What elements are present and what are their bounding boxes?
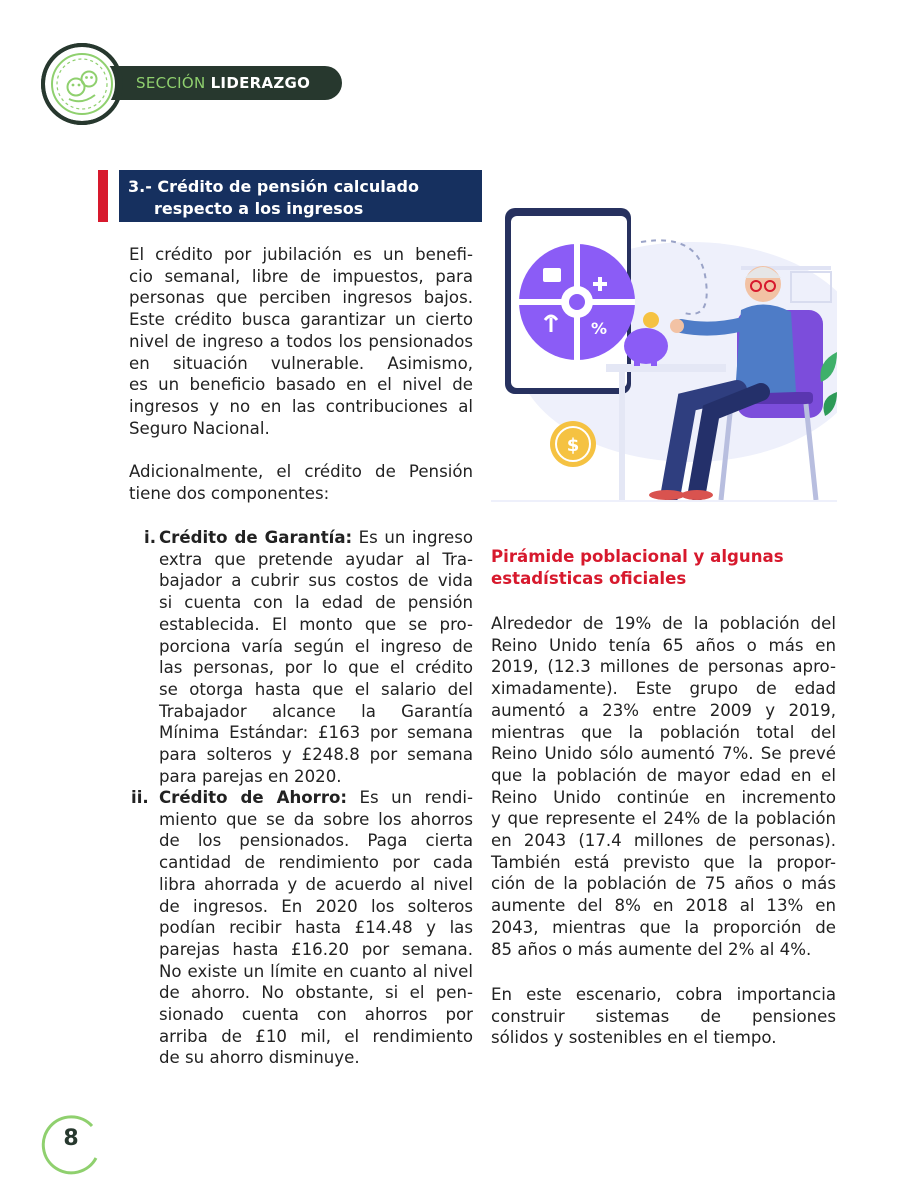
text-line: cantidad de rendimiento por cada (159, 853, 473, 873)
text-line: Seguro Nacional. (129, 418, 270, 438)
text-line: También está previsto que la propor- (491, 852, 836, 872)
text-line: cio semanal, libre de impuestos, para (129, 266, 473, 286)
text-line: sionado cuenta con ahorros por (159, 1005, 473, 1025)
section-logo-ring-icon (40, 42, 124, 126)
text-line: mientras que la población total del (491, 722, 836, 742)
text-line: porciona varía según el ingreso de (159, 636, 473, 656)
text-line: Trabajador alcance la Garantía (159, 701, 473, 721)
section-name: LIDERAZGO (210, 74, 311, 92)
section-heading-line1: 3.- Crédito de pensión calculado (128, 177, 419, 196)
text-line: extra que pretende ayudar al Tra- (159, 549, 473, 569)
text-line: para parejas en 2020. (159, 766, 342, 786)
list-item-title: Crédito de Ahorro: (159, 788, 348, 807)
percent-glyph: % (591, 319, 608, 338)
intro-paragraph (129, 244, 473, 439)
right-title-line1: Pirámide poblacional y algunas (491, 547, 784, 566)
section-word: SECCIÓN (136, 74, 206, 92)
text-line: ximadamente). Este grupo de edad (491, 679, 836, 699)
right-title-line2: estadísticas oficiales (491, 568, 687, 588)
list-marker-1: i. (144, 528, 156, 547)
text-line: personas que perciben ingresos bajos. (129, 288, 473, 308)
text-line: ingresos y no en las contribuciones al (129, 396, 473, 416)
text-line: Alrededor de 19% de la población del (491, 614, 836, 633)
list-item-ahorro (159, 787, 473, 1069)
text-line: en 2043 (17.4 millones de personas). (491, 831, 836, 851)
text-line: No existe un límite en cuanto al nivel (159, 961, 473, 981)
text-line: construir sistemas de pensiones (491, 1006, 836, 1026)
text-line: de ingresos. En 2020 los solteros (159, 896, 473, 916)
right-section-title (491, 546, 784, 589)
text-line: podían recibir hasta £14.48 y las (159, 918, 473, 938)
text-line: 85 años o más aumente del 2% al 4%. (491, 939, 812, 959)
retirement-savings-illustration (491, 202, 837, 502)
text-line: Adicionalmente, el crédito de Pensión (129, 462, 473, 481)
text-line: 2019, (12.3 millones de personas apro- (491, 657, 836, 677)
text-line: se otorga hasta que el salario del (159, 679, 473, 699)
section-label (136, 66, 310, 100)
text-line: sólidos y sostenibles en el tiempo. (491, 1028, 777, 1048)
pie-icon (519, 244, 635, 360)
text-line: El crédito por jubilación es un benefi- (129, 245, 473, 264)
list-item-first-line (159, 787, 473, 809)
text-line: arriba de £10 mil, el rendimiento (159, 1026, 473, 1046)
text-line: bajador a cubrir sus costos de vida (159, 571, 473, 591)
text-line: las personas, por lo que el crédito (159, 658, 473, 678)
text-line: 2043, mientras que la proporción de (491, 917, 836, 937)
text-line: Reino Unido tenía 65 años o más en (491, 635, 836, 655)
text-line: Mínima Estándar: £163 por semana (159, 723, 473, 743)
text-line: si cuenta con la edad de pensión (159, 593, 473, 613)
text-line: miento que se da sobre los ahorros (159, 809, 473, 829)
section-heading-line2: respecto a los ingresos (154, 199, 364, 218)
text-line: En este escenario, cobra importancia (491, 985, 836, 1004)
conclusion-paragraph (491, 984, 836, 1049)
list-item-title: Crédito de Garantía: (159, 528, 353, 547)
text-line: en situación vulnerable. Asimismo, (129, 353, 473, 373)
text-line: ción de la población de 75 años o más (491, 874, 836, 894)
list-item-first-rest: Es un ingreso (352, 528, 473, 547)
list-marker-2: ii. (131, 788, 149, 807)
text-line: aumente del 8% en 2018 al 13% en (491, 896, 836, 916)
list-item-first-rest: Es un rendi- (347, 788, 473, 807)
section-heading (128, 176, 419, 220)
page-number: 8 (63, 1126, 79, 1151)
text-line: de su ahorro disminuye. (159, 1048, 360, 1068)
text-line: Este crédito busca garantizar un cierto (129, 310, 473, 330)
text-line: Reino Unido sólo aumentó 7%. Se prevé (491, 744, 836, 764)
population-paragraph (491, 613, 836, 960)
list-item-first-line (159, 527, 473, 549)
text-line: y que represente el 24% de la población (491, 809, 836, 829)
text-line: Reino Unido continúe en incremento (491, 787, 836, 807)
text-line: de los pensionados. Paga cierta (159, 831, 473, 851)
text-line: establecida. El monto que se pro- (159, 614, 473, 634)
text-line: nivel de ingreso a todos los pensionados (129, 331, 473, 351)
text-line: parejas hasta £16.20 por semana. (159, 939, 473, 959)
text-line: libra ahorrada y de acuerdo al nivel (159, 874, 473, 894)
text-line: que la población de mayor edad en el (491, 765, 836, 785)
dollar-glyph: $ (566, 435, 580, 456)
text-line: aumentó a 23% entre 2009 y 2019, (491, 700, 836, 720)
text-line: es un beneficio basado en el nivel de (129, 375, 473, 395)
text-line: tiene dos componentes: (129, 483, 330, 503)
section-accent-bar (98, 170, 108, 222)
text-line: para solteros y £248.8 por semana (159, 745, 473, 765)
intro-paragraph-2 (129, 461, 473, 504)
list-item-garantia (159, 527, 473, 787)
text-line: de ahorro. No obstante, si el pen- (159, 983, 473, 1003)
